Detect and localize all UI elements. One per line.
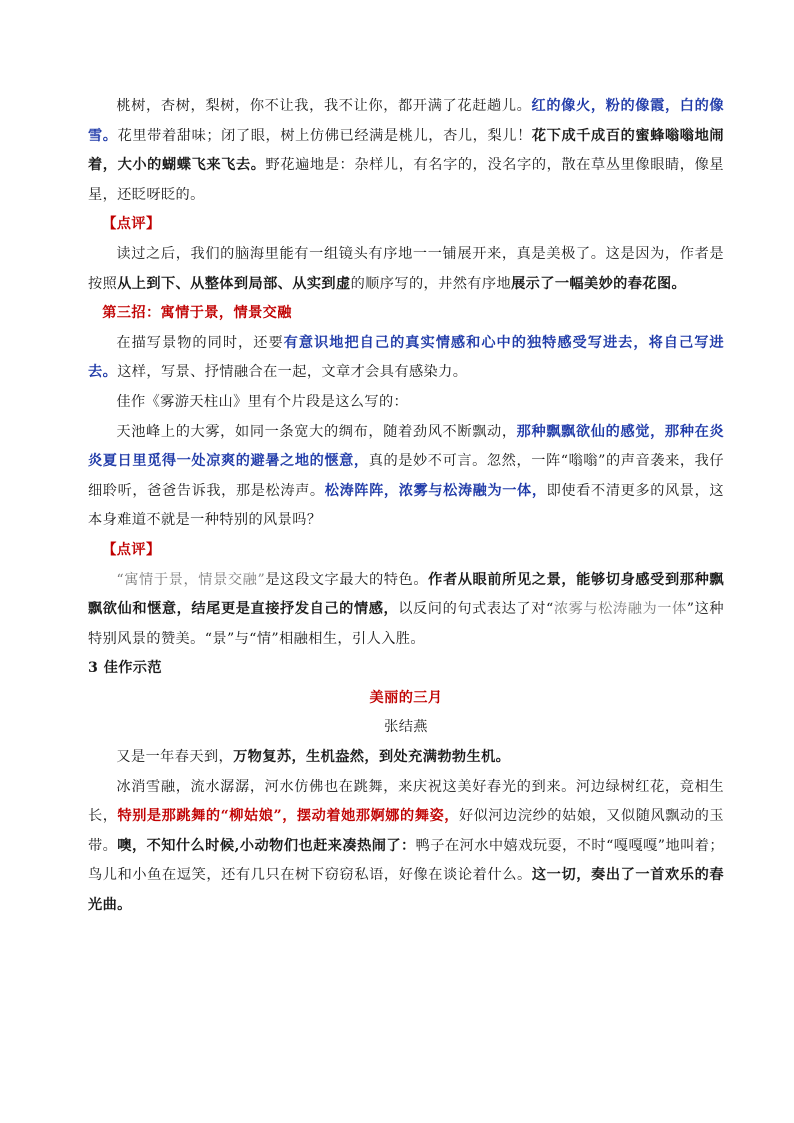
text-run: 读过之后，我们的脑海里能有一组镜头有序地一一铺展开来，真是美极了。这是因为，作者是按照 (88, 245, 724, 292)
essay-paragraph-2 (88, 773, 724, 921)
text-run: 这样，写景、抒情融合在一起，文章才会具有感染力。 (117, 364, 468, 381)
text-run: 好似河边浣纱的姑娘，又似随风飘动的玉带。 (88, 808, 724, 854)
paragraph-comment-1 (88, 240, 724, 299)
technique-heading: 第三招：寓情于景，情景交融 (102, 305, 292, 322)
text-run: 在描写景物的同时，还要 (116, 334, 284, 351)
text-run: 即使看不清更多的风景，这本身难道不就是一种特别的风景吗？ (88, 482, 724, 529)
paragraph-comment-2 (88, 566, 724, 655)
bold-text: 展示了一幅美妙的春花图。 (511, 275, 687, 292)
document-page (88, 92, 724, 921)
text-run: 的顺序写的，井然有序地 (350, 275, 512, 292)
essay-author: 张结燕 (384, 719, 428, 736)
section-heading: 3 佳作示范 (88, 660, 162, 677)
bold-text: 这一切，奏出了一首欢乐的春光曲。 (88, 867, 724, 914)
text-run: 野花遍地是：杂样儿，有名字的，没名字的，散在草丛里像眼睛，像星星，还眨呀眨的。 (88, 157, 724, 203)
text-run: 是这段文字最大的特色。 (265, 571, 429, 588)
essay-paragraph-1 (88, 743, 724, 773)
text-run: 桃树，杏树，梨树，你不让我，我不让你，都开满了花赶趟儿。 (116, 98, 532, 114)
bold-text: 噢，不知什么时候,小动物们也赶来凑热闹了： (117, 837, 416, 854)
bold-text: 从上到下、从整体到局部、从实到虚 (117, 275, 351, 292)
highlight-text: 有意识地把自己的真实情感和心中的独特感受写进去，将自己写进去。 (88, 334, 724, 381)
essay-title: 美丽的三月 (369, 689, 443, 706)
paragraph-excerpt (88, 418, 724, 536)
bold-text: 万物复苏，生机盎然，到处充满勃勃生机。 (233, 749, 511, 766)
comment-label: 【点评】 (102, 541, 161, 558)
bold-text: 作者从眼前所见之景，能够切身感受到那种飘飘欲仙和惬意，结尾更是直接抒发自己的情感， (88, 571, 724, 618)
paragraph-intro: 佳作《雾游天柱山》里有个片段是这么写的： (116, 393, 409, 410)
text-run: ”这种特别风景的赞美。“景”与“情”相融相生，引人入胜。 (88, 601, 724, 647)
text-run: 花里带着甜味；闭了眼，树上仿佛已经满是桃儿，杏儿，梨儿！ (117, 127, 532, 144)
highlight-text: 红的像火，粉的像霞，白的像雪。 (88, 98, 725, 144)
text-run: 以反问的句式表达了对“ (398, 601, 554, 618)
bold-text: 花下成千成百的蜜蜂嗡嗡地闹着，大小的蝴蝶飞来飞去。 (88, 127, 724, 174)
highlight-text: 那种飘飘欲仙的感觉，那种在炎炎夏日里觅得一处凉爽的避暑之地的惬意， (88, 423, 724, 470)
text-run: 鸭子在河水中嬉戏玩耍，不时“嘎嘎嘎”地叫着；鸟儿和小鱼在逗笑，还有几只在树下窃窃私语，好像在谈论着什么。 (88, 837, 724, 884)
text-run: 真的是妙不可言。忽然，一阵“嗡嗡”的声音袭来，我仔细聆听，爸爸告诉我，那是松涛声。 (88, 453, 724, 499)
paragraph-technique (88, 329, 724, 388)
quoted-text: 浓雾与松涛融为一体 (553, 601, 687, 618)
text-run: 冰消雪融，流水潺潺，河水仿佛也在跳舞，来庆祝这美好春光的到来。河边绿树红花，竞相生长， (88, 778, 724, 825)
text-run: 又是一年春天到， (116, 749, 234, 766)
highlight-text: 松涛阵阵，浓雾与松涛融为一体， (324, 482, 547, 499)
comment-label: 【点评】 (102, 216, 161, 233)
text-run: 天池峰上的大雾，如同一条宽大的绸布，随着劲风不断飘动， (116, 423, 517, 440)
paragraph-spring-flowers (88, 92, 724, 210)
highlight-text: 特别是那跳舞的“柳姑娘”，摆动着她那婀娜的舞姿， (117, 808, 459, 825)
quoted-text: “寓情于景，情景交融” (116, 571, 266, 588)
